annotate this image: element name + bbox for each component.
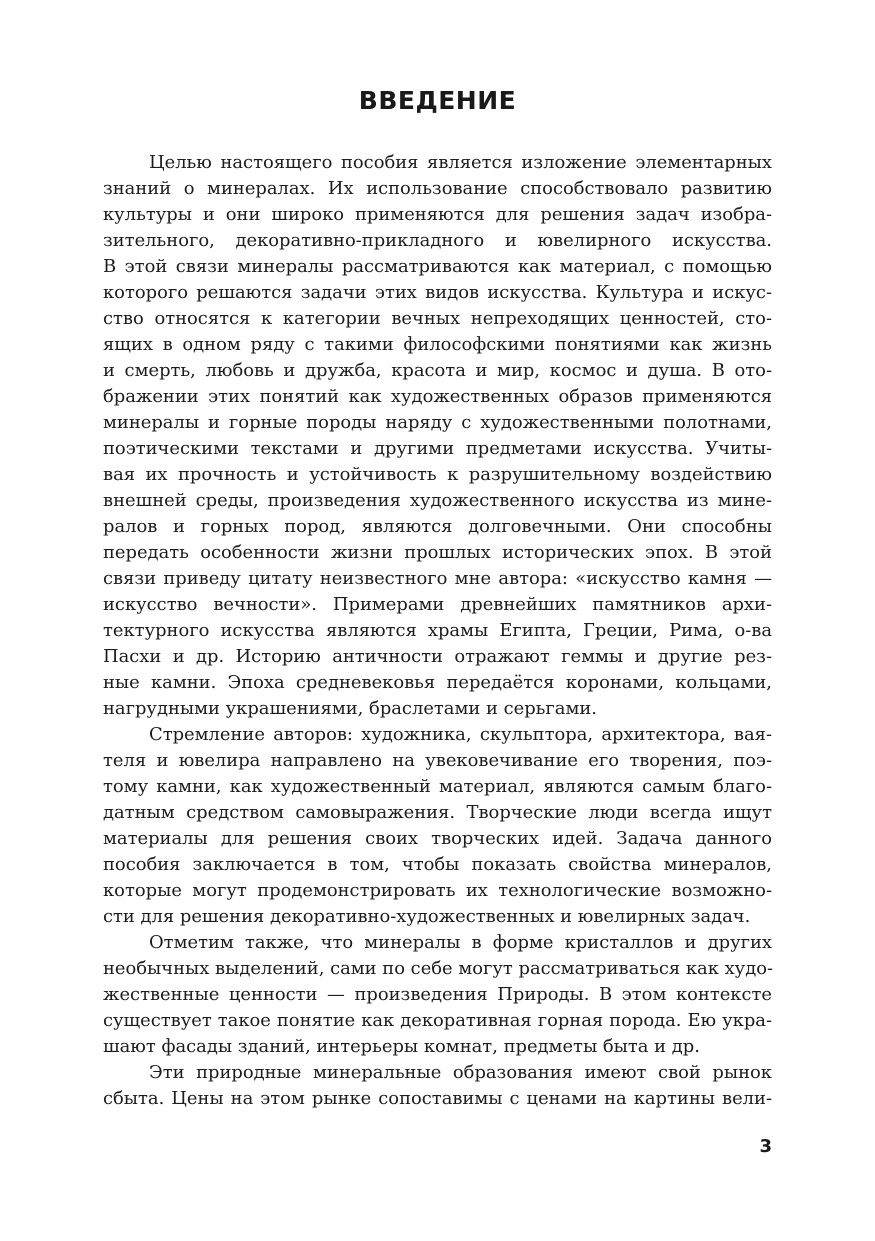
paragraph <box>103 722 772 930</box>
text-line: ящих в одном ряду с такими философскими понятиями как жизнь <box>103 334 772 355</box>
text-line: существует такое понятие как декоративная горная порода. Ею укра- <box>103 1010 772 1031</box>
text-line: минералы и горные породы наряду с художественными полотнами, <box>103 412 772 433</box>
text-line: ные камни. Эпоха средневековья передаётся коронами, кольцами, <box>103 672 772 693</box>
text-line: ство относятся к категории вечных непреходящих ценностей, сто- <box>103 308 772 329</box>
text-line: нагрудными украшениями, браслетами и серьгами. <box>103 698 597 719</box>
text-line: сти для решения декоративно-художественных и ювелирных задач. <box>103 906 751 927</box>
chapter-title: ВВЕДЕНИЕ <box>358 86 517 115</box>
text-line: ралов и горных пород, являются долговечными. Они способны <box>103 516 772 537</box>
text-line: Пасхи и др. Историю античности отражают геммы и другие рез- <box>103 646 772 667</box>
text-line: В этой связи минералы рассматриваются как материал, с помощью <box>103 256 772 277</box>
text-line: датным средством самовыражения. Творческие люди всегда ищут <box>103 802 772 823</box>
text-line: искусство вечности». Примерами древнейших памятников архи- <box>103 594 772 615</box>
paragraph <box>103 1060 772 1112</box>
text-line: бражении этих понятий как художественных образов применяются <box>103 386 772 407</box>
text-line: вая их прочность и устойчивость к разрушительному воздействию <box>103 464 772 485</box>
text-line: которые могут продемонстрировать их технологические возможно- <box>103 880 772 901</box>
text-line: зительного, декоративно-прикладного и ювелирного искусства. <box>103 230 772 251</box>
text-line: внешней среды, произведения художественного искусства из мине- <box>103 490 772 511</box>
body-text <box>103 150 772 1112</box>
text-line: шают фасады зданий, интерьеры комнат, предметы быта и др. <box>103 1036 700 1057</box>
text-line: тому камни, как художественный материал, являются самым благо- <box>103 776 772 797</box>
paragraph <box>103 150 772 722</box>
page-number: 3 <box>759 1136 772 1157</box>
text-line: знаний о минералах. Их использование способствовало развитию <box>103 178 772 199</box>
text-line: Стремление авторов: художника, скульптора, архитектора, вая- <box>149 724 772 745</box>
text-line: необычных выделений, сами по себе могут рассматриваться как худо- <box>103 958 774 979</box>
text-line: поэтическими текстами и другими предметами искусства. Учиты- <box>103 438 772 459</box>
text-line: Целью настоящего пособия является изложение элементарных <box>149 152 772 173</box>
text-line: Отметим также, что минералы в форме кристаллов и других <box>149 932 772 953</box>
text-line: Эти природные минеральные образования имеют свой рынок <box>149 1062 772 1083</box>
text-line: и смерть, любовь и дружба, красота и мир, космос и душа. В ото- <box>103 360 772 381</box>
text-line: связи приведу цитату неизвестного мне автора: «искусство камня — <box>103 568 772 589</box>
paragraph <box>103 930 772 1060</box>
text-line: теля и ювелира направлено на увековечивание его творения, поэ- <box>103 750 772 771</box>
text-line: тектурного искусства являются храмы Египта, Греции, Рима, о-ва <box>103 620 772 641</box>
text-line: передать особенности жизни прошлых исторических эпох. В этой <box>103 542 772 563</box>
text-line: культуры и они широко применяются для решения задач изобра- <box>103 204 772 225</box>
text-line: пособия заключается в том, чтобы показать свойства минералов, <box>103 854 772 875</box>
text-line: которого решаются задачи этих видов искусства. Культура и искус- <box>103 282 772 303</box>
text-line: материалы для решения своих творческих идей. Задача данного <box>103 828 772 849</box>
text-line: жественные ценности — произведения Природы. В этом контексте <box>103 984 772 1005</box>
text-line: сбыта. Цены на этом рынке сопоставимы с ценами на картины вели- <box>103 1088 772 1109</box>
